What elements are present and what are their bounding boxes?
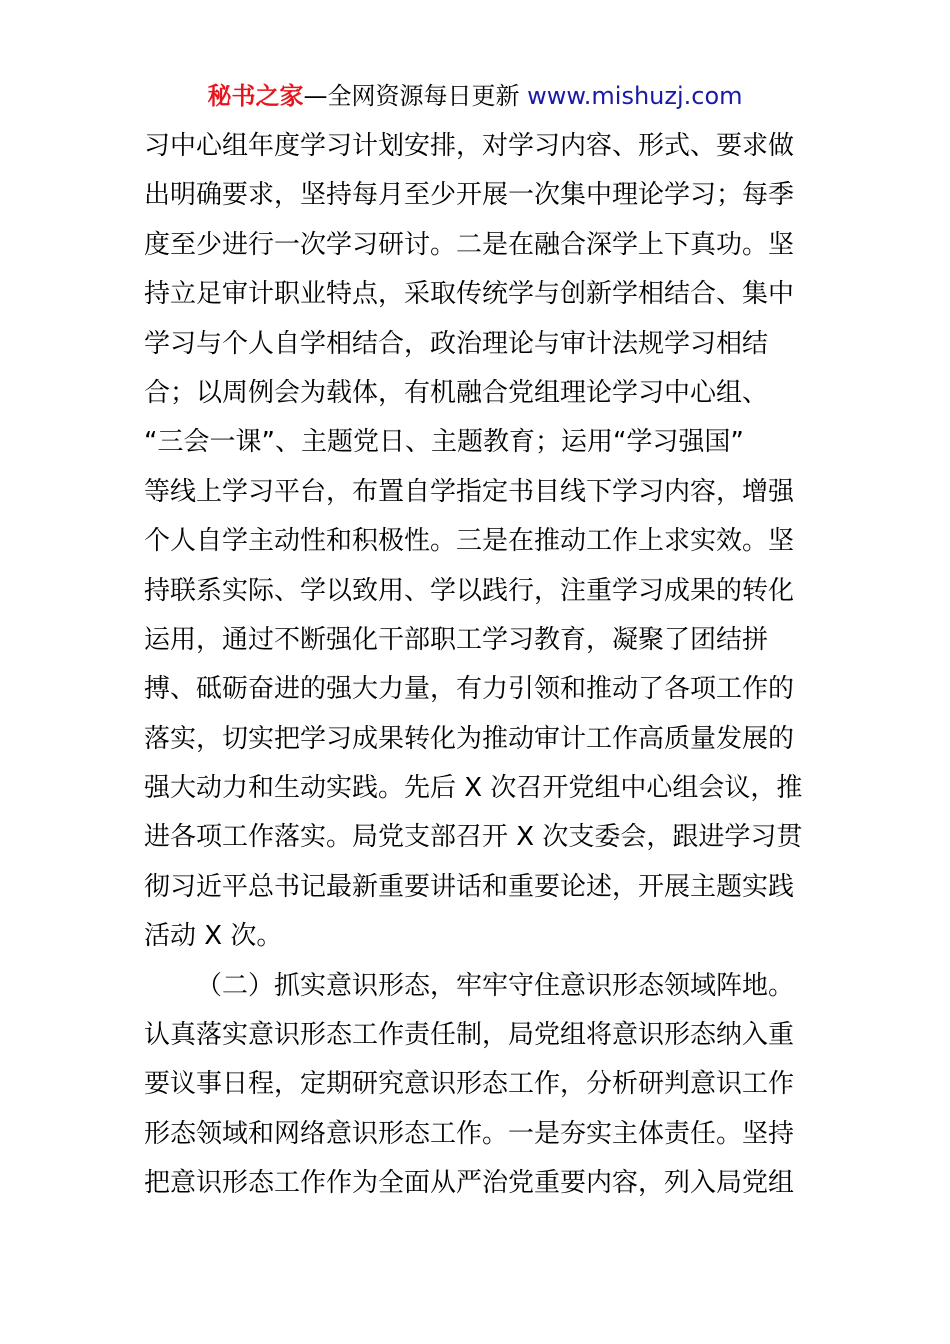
text-line: 持立足审计职业特点，采取传统学与创新学相结合、集中	[144, 279, 795, 310]
text-line: 进各项工作落实。局党支部召开 X 次支委会，跟进学习贯	[144, 822, 803, 853]
text-line: 出明确要求，坚持每月至少开展一次集中理论学习；每季	[144, 180, 795, 211]
site-header	[0, 80, 950, 112]
text-line: 学习与个人自学相结合，政治理论与审计法规学习相结	[144, 328, 769, 359]
text-line: 习中心组年度学习计划安排，对学习内容、形式、要求做	[144, 131, 795, 161]
text-line: 活动 X 次。	[144, 921, 283, 952]
text-line: “三会一课”、主题党日、主题教育；运用“学习强国”	[144, 427, 744, 458]
site-url-link[interactable]: www.mishuzj.com	[527, 82, 743, 110]
text-line: 运用，通过不断强化干部职工学习教育，凝聚了团结拼	[144, 624, 769, 655]
document-body	[144, 122, 814, 1209]
text-line: 度至少进行一次学习研讨。二是在融合深学上下真功。坚	[144, 229, 795, 260]
text-line: 要议事日程，定期研究意识形态工作，分析研判意识工作	[144, 1069, 795, 1100]
section-heading: （二）抓实意识形态，牢牢守住意识形态领域阵地。	[196, 970, 795, 1001]
text-line: 搏、砥砺奋进的强大力量，有力引领和推动了各项工作的	[144, 674, 795, 705]
text-line: 形态领域和网络意识形态工作。一是夯实主体责任。坚持	[144, 1118, 795, 1149]
text-line: 等线上学习平台，布置自学指定书目线下学习内容，增强	[144, 476, 795, 507]
header-slogan: —全网资源每日更新	[303, 82, 520, 110]
text-line: 把意识形态工作作为全面从严治党重要内容，列入局党组	[144, 1168, 795, 1199]
text-line: 落实，切实把学习成果转化为推动审计工作高质量发展的	[144, 723, 795, 754]
text-line: 强大动力和生动实践。先后 X 次召开党组中心组会议，推	[144, 773, 803, 804]
text-line: 合；以周例会为载体，有机融合党组理论学习中心组、	[144, 377, 769, 408]
text-line: 认真落实意识形态工作责任制，局党组将意识形态纳入重	[144, 1020, 795, 1051]
text-line: 持联系实际、学以致用、学以践行，注重学习成果的转化	[144, 575, 795, 606]
text-line: 彻习近平总书记最新重要讲话和重要论述，开展主题实践	[144, 871, 795, 902]
text-line: 个人自学主动性和积极性。三是在推动工作上求实效。坚	[144, 526, 795, 557]
brand-name: 秘书之家	[207, 82, 304, 110]
